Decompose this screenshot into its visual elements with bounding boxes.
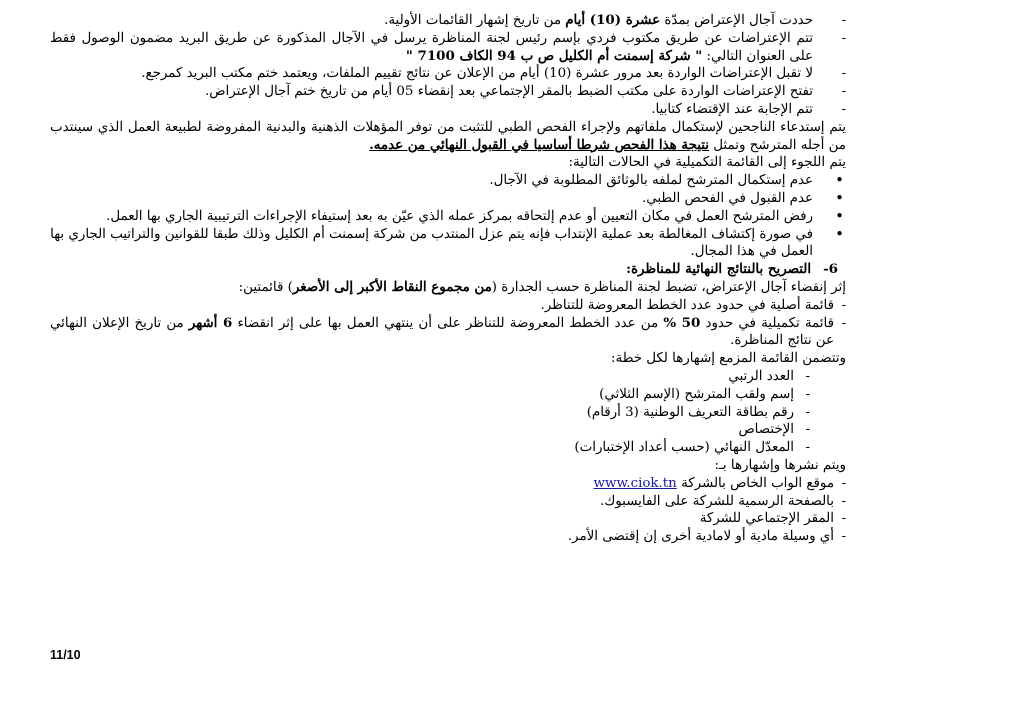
supplementary-case: • عدم القبول في الفحص الطبي. (50, 190, 846, 208)
list-content-item: - المعدّل النهائي (حسب أعداد الإختبارات) (50, 439, 846, 457)
supplementary-intro: يتم اللجوء إلى القائمة التكميلية في الحالات التالية: (568, 155, 846, 171)
appeal-deadline-item: - حددت آجال الإعتراض بمدّة عشرة (10) أيام من تاريخ إشهار القائمات الأولية. (50, 12, 846, 30)
list-content-item: - الإختصاص (50, 421, 846, 439)
website-link[interactable]: www.ciok.tn (593, 475, 677, 491)
section-title: التصريح بالنتائج النهائية للمناظرة: (626, 261, 812, 278)
appeal-opening-item: - تفتح الإعتراضات الواردة على مكتب الضبط بالمقر الإجتماعي بعد إنقضاء 05 أيام من تاريخ ختم آجال الإعتراض. (50, 83, 846, 101)
supplementary-case: • في صورة إكتشاف المغالطة بعد عملية الإنتداب فإنه يتم عزل المنتدب من شركة إسمنت أم الكليل وذلك طبقا للقوانين والتراتيب الجاري بها العمل في هذا المجال. (50, 226, 846, 262)
appeal-method-item: - تتم الإعتراضات عن طريق مكتوب فردي بإسم رئيس لجنة المناظرة يرسل في الآجال المذكورة عن طريق البريد مضمون الوصول فقط على العنوان التالي: " شركة إسمنت أم الكليل ص ب 94 الكاف 7100 " (50, 30, 846, 66)
publish-hq-item: - المقر الإجتماعي للشركة (50, 510, 846, 528)
publish-facebook-item: - بالصفحة الرسمية للشركة على الفايسبوك. (50, 493, 846, 511)
supplementary-list-item: - قائمة تكميلية في حدود 50 % من عدد الخطط المعروضة للتناظر على أن ينتهي العمل بها على إثر انقضاء 6 أشهر من تاريخ الإعلان النهائي عن نتائج المناظرة. (50, 315, 846, 351)
appeal-answer-item: - تتم الإجابة عند الإقتضاء كتابيا. (50, 101, 846, 119)
section-number: 6- (823, 261, 838, 278)
document-body (50, 12, 846, 546)
company-address: " شركة إسمنت أم الكليل ص ب 94 الكاف 7100 " (405, 47, 703, 64)
list-content-item: - إسم ولقب المترشح (الإسم الثلاثي) (50, 386, 846, 404)
list-contents-intro: وتتضمن القائمة المزمع إشهارها لكل خطة: (611, 351, 846, 367)
supplementary-case: • عدم إستكمال المترشح لملفه بالوثائق المطلوبة في الآجال. (50, 172, 846, 190)
medical-exam-paragraph: يتم إستدعاء الناجحين لإستكمال ملفاتهم ولإجراء الفحص الطبي للتثبت من توفر المؤهلات الذهنية والبدنية المفروضة لطبيعة العمل الذي سينتدب من أجله المترشح وتمثل نتيجة هذا الفحص شرطا أساسيا في القبول النهائي من عدمه. (50, 119, 846, 153)
appeal-late-item: - لا تقبل الإعتراضات الواردة بعد مرور عشرة (10) أيام من الإعلان عن نتائج تقييم الملفات، ويعتمد ختم مكتب البريد كمرجع. (50, 65, 846, 83)
supplementary-case: • رفض المترشح العمل في مكان التعيين أو عدم إلتحاقه بمركز عمله الذي عيّن به بعد إستيفاء الإجراءات الترتيبية الجاري بها العمل. (50, 208, 846, 226)
page-number: 11/10 (50, 648, 81, 662)
publish-website-item: - موقع الواب الخاص بالشركة www.ciok.tn (50, 475, 846, 493)
main-list-item: - قائمة أصلية في حدود عدد الخطط المعروضة للتناظر. (50, 297, 846, 315)
section-6-heading (50, 261, 838, 279)
publish-intro: ويتم نشرها وإشهارها بـ: (714, 457, 846, 473)
results-intro: إثر إنقضاء آجال الإعتراض، تضبط لجنة المناظرة حسب الجدارة (من مجموع النقاط الأكبر إلى الأصغر) قائمتين: (238, 278, 846, 295)
publish-other-item: - أي وسيلة مادية أو لامادية أخرى إن إقتضى الأمر. (50, 528, 846, 546)
list-content-item: - رقم بطاقة التعريف الوطنية (3 أرقام) (50, 404, 846, 422)
list-content-item: - العدد الرتبي (50, 368, 846, 386)
